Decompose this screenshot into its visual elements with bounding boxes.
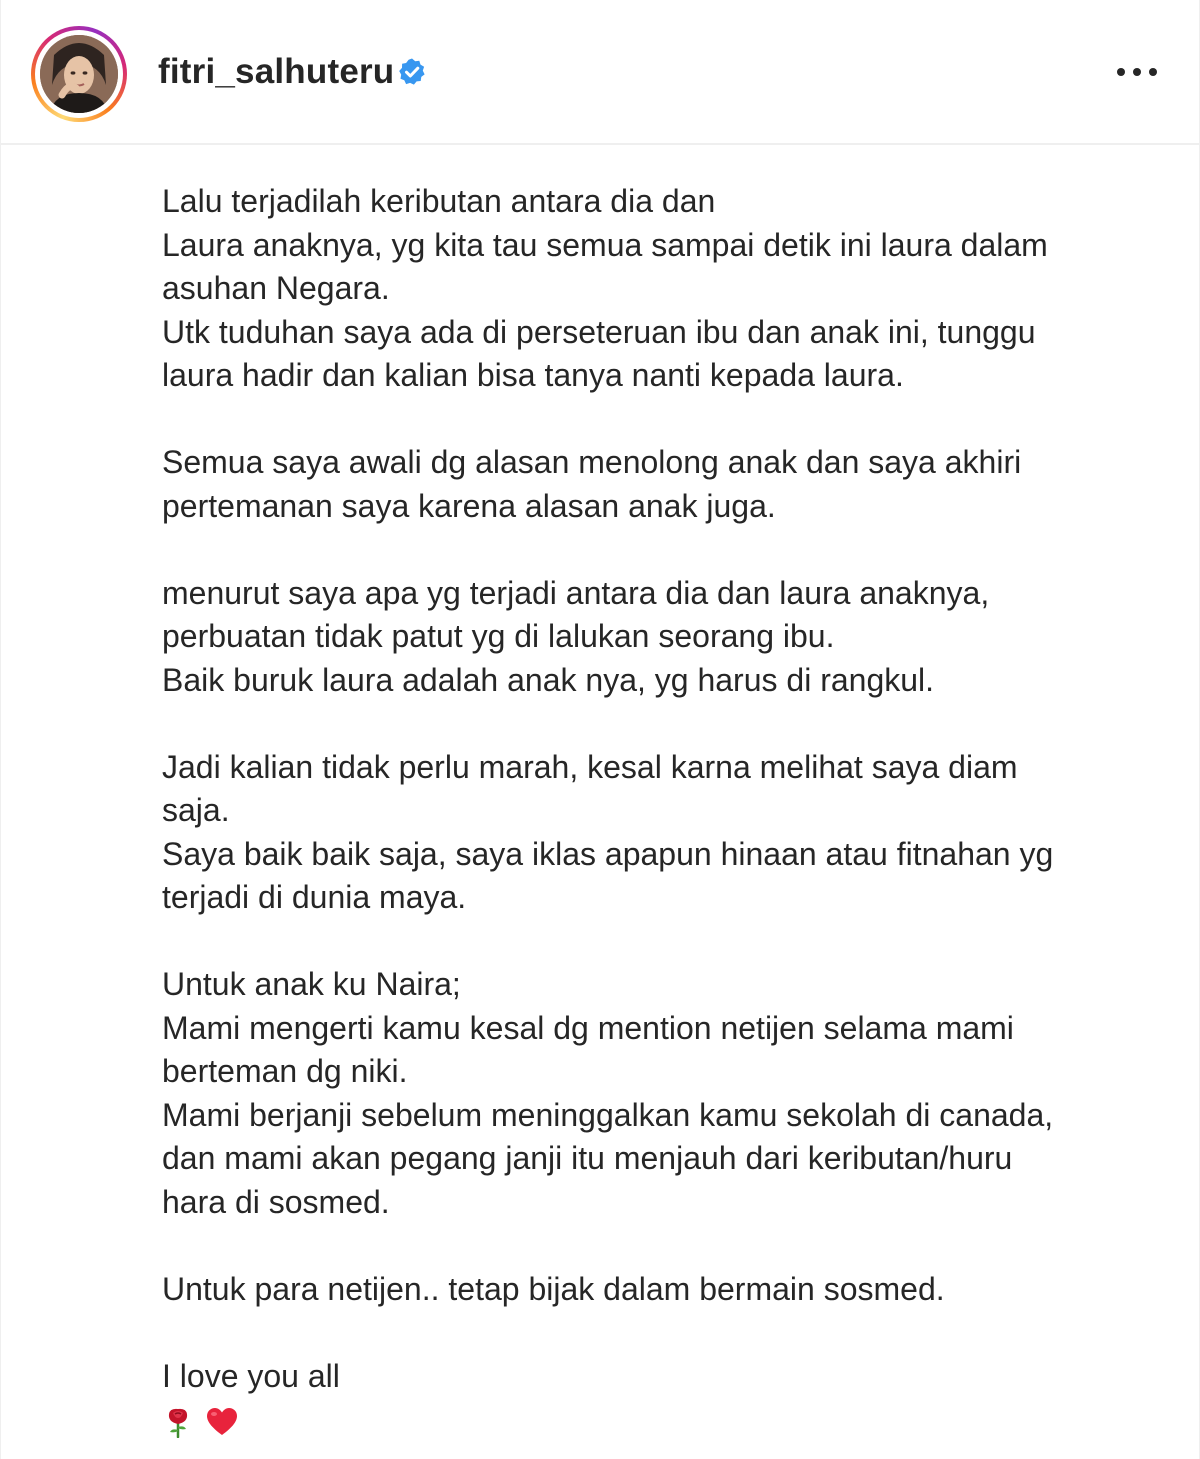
caption-line: dan mami akan pegang janji itu menjauh dari keributan/huru	[162, 1140, 1013, 1176]
caption-line: Untuk para netijen.. tetap bijak dalam bermain sosmed.	[162, 1270, 945, 1307]
caption-line: hara di sosmed.	[162, 1183, 390, 1220]
caption-line: Lalu terjadilah keributan antara dia dan	[162, 183, 716, 219]
caption-paragraph-7	[162, 1355, 1152, 1442]
caption-line: Jadi kalian tidak perlu marah, kesal karna melihat saya diam	[162, 748, 1018, 785]
caption-line: menurut saya apa yg terjadi antara dia dan laura anaknya,	[162, 574, 990, 611]
caption-line: Saya baik baik saja, saya iklas apapun hinaan atau fitnahan yg	[162, 835, 1054, 872]
emoji-row	[162, 1398, 1152, 1442]
post-header	[1, 0, 1200, 145]
caption-line: terjadi di dunia maya.	[162, 879, 467, 915]
caption-paragraph-3	[162, 572, 1152, 703]
more-options-icon[interactable]	[1113, 58, 1161, 86]
username-link[interactable]: fitri_salhuteru	[158, 52, 395, 91]
caption-paragraph-2	[162, 441, 1152, 528]
story-ring[interactable]	[31, 26, 127, 122]
caption-paragraph-4	[162, 746, 1152, 920]
caption-line: I love you all	[162, 1357, 340, 1394]
caption-line: laura hadir dan kalian bisa tanya nanti kepada laura.	[162, 357, 904, 393]
caption-line: asuhan Negara.	[162, 270, 390, 306]
caption-line: pertemanan saya karena alasan anak juga.	[162, 487, 776, 524]
caption-line: Utk tuduhan saya ada di perseteruan ibu dan anak ini, tunggu	[162, 313, 1036, 350]
caption-line: berteman dg niki.	[162, 1053, 408, 1089]
caption-line: saja.	[162, 792, 230, 828]
caption-paragraph-6	[162, 1268, 1152, 1312]
post-caption	[162, 180, 1152, 1442]
avatar-portrait-icon	[40, 35, 118, 113]
caption-line: Untuk anak ku Naira;	[162, 966, 461, 1002]
caption-line: Baik buruk laura adalah anak nya, yg harus di rangkul.	[162, 661, 935, 698]
verified-badge-icon	[397, 57, 427, 87]
caption-line: Semua saya awali dg alasan menolong anak dan saya akhiri	[162, 444, 1022, 480]
avatar-gap	[35, 30, 123, 118]
avatar[interactable]	[40, 35, 118, 113]
rose-icon	[162, 1406, 194, 1438]
caption-line: Mami berjanji sebelum meninggalkan kamu sekolah di canada,	[162, 1096, 1054, 1133]
caption-line: Laura anaknya, yg kita tau semua sampai detik ini laura dalam	[162, 226, 1048, 263]
caption-paragraph-1	[162, 180, 1152, 398]
caption-line: Mami mengerti kamu kesal dg mention netijen selama mami	[162, 1009, 1014, 1046]
caption-line: perbuatan tidak patut yg di lalukan seorang ibu.	[162, 618, 835, 654]
red-heart-icon	[205, 1406, 239, 1438]
caption-paragraph-5	[162, 963, 1152, 1224]
